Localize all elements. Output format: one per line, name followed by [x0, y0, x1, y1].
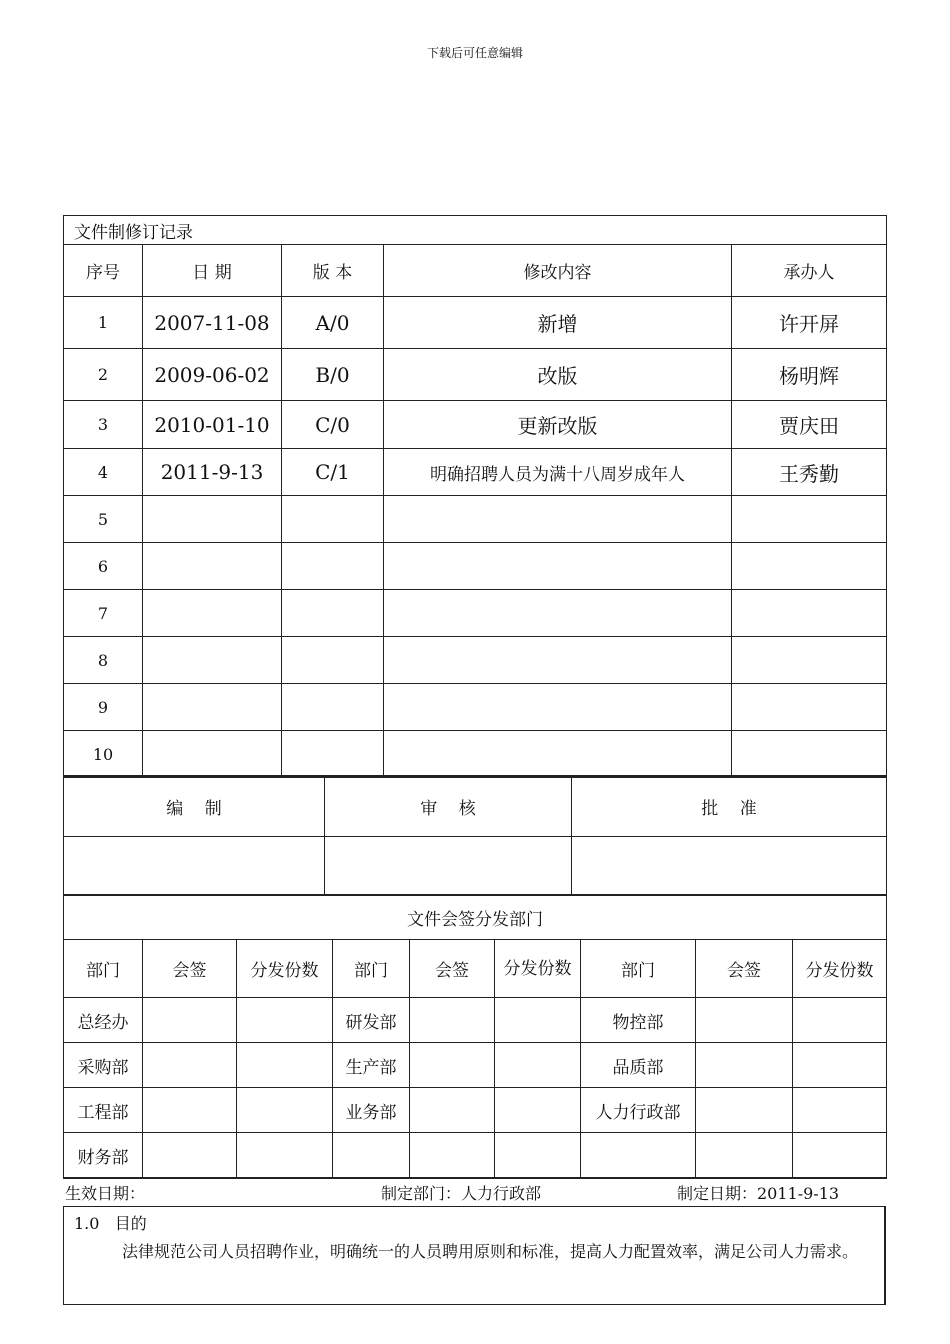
effective-date: 生效日期：	[65, 1184, 146, 1203]
table-row	[64, 543, 887, 590]
approve-sign-cell	[572, 836, 887, 894]
dept-name: 研发部	[333, 998, 410, 1043]
row-seq: 6	[64, 543, 143, 590]
row-seq: 2	[64, 349, 143, 401]
purpose-section	[63, 1206, 886, 1305]
row-date	[143, 543, 282, 590]
row-seq: 8	[64, 637, 143, 684]
row-person	[732, 496, 887, 543]
dept-name: 业务部	[333, 1088, 410, 1133]
row-person	[732, 590, 887, 637]
revision-caption: 文件制修订记录	[64, 216, 887, 245]
col-date: 日 期	[143, 245, 282, 297]
col-dept: 部门	[64, 940, 143, 998]
row-date	[143, 496, 282, 543]
row-version: B/0	[282, 349, 384, 401]
row-person	[732, 543, 887, 590]
row-person	[732, 637, 887, 684]
dept-name: 采购部	[64, 1043, 143, 1088]
signoff-table	[63, 775, 887, 895]
table-row	[64, 349, 887, 401]
row-version: C/0	[282, 401, 384, 449]
row-person: 许开屏	[732, 297, 887, 349]
table-row	[64, 684, 887, 731]
row-version: A/0	[282, 297, 384, 349]
col-copies: 分发份数	[793, 940, 887, 998]
row-content: 改版	[384, 349, 732, 401]
row-version	[282, 496, 384, 543]
row-date: 2009-06-02	[143, 349, 282, 401]
col-version: 版 本	[282, 245, 384, 297]
compile-sign-cell	[64, 836, 325, 894]
dept-name: 生产部	[333, 1043, 410, 1088]
review-sign-cell	[325, 836, 572, 894]
col-sign: 会签	[696, 940, 793, 998]
table-row	[64, 1088, 887, 1133]
row-person: 贾庆田	[732, 401, 887, 449]
compile-label: 编 制	[64, 776, 325, 836]
table-row	[64, 590, 887, 637]
row-person: 杨明辉	[732, 349, 887, 401]
row-version	[282, 590, 384, 637]
review-label: 审 核	[325, 776, 572, 836]
dept-name	[333, 1133, 410, 1179]
row-seq: 3	[64, 401, 143, 449]
dept-name: 总经办	[64, 998, 143, 1043]
header-note: 下载后可任意编辑	[426, 46, 523, 60]
row-seq: 9	[64, 684, 143, 731]
col-sign: 会签	[410, 940, 495, 998]
dept-name: 人力行政部	[581, 1088, 696, 1133]
table-row	[64, 1133, 887, 1179]
purpose-heading: 1.0 目的	[74, 1214, 147, 1233]
col-dept: 部门	[581, 940, 696, 998]
table-row	[64, 297, 887, 349]
row-date	[143, 637, 282, 684]
row-content	[384, 543, 732, 590]
col-copies: 分发份数	[237, 940, 333, 998]
row-date	[143, 684, 282, 731]
row-seq: 7	[64, 590, 143, 637]
row-content	[384, 637, 732, 684]
row-content	[384, 496, 732, 543]
approve-label: 批 准	[572, 776, 887, 836]
row-seq: 10	[64, 731, 143, 778]
row-version	[282, 731, 384, 778]
dept-name	[581, 1133, 696, 1179]
row-seq: 4	[64, 449, 143, 496]
row-seq: 5	[64, 496, 143, 543]
col-content: 修改内容	[384, 245, 732, 297]
dept-name: 工程部	[64, 1088, 143, 1133]
row-content: 明确招聘人员为满十八周岁成年人	[384, 449, 732, 496]
revision-table	[63, 215, 887, 778]
table-row	[64, 637, 887, 684]
row-date: 2010-01-10	[143, 401, 282, 449]
col-person: 承办人	[732, 245, 887, 297]
row-content	[384, 731, 732, 778]
distribution-title: 文件会签分发部门	[64, 895, 887, 940]
table-row	[64, 998, 887, 1043]
distribution-table	[63, 894, 887, 1179]
col-copies: 分发份数	[495, 940, 581, 998]
row-date: 2007-11-08	[143, 297, 282, 349]
col-seq: 序号	[64, 245, 143, 297]
purpose-text: 法律规范公司人员招聘作业，明确统一的人员聘用原则和标准，提高人力配置效率，满足公司人力需求。	[122, 1242, 859, 1261]
row-content	[384, 590, 732, 637]
row-content: 更新改版	[384, 401, 732, 449]
row-content	[384, 684, 732, 731]
issue-date: 制定日期：2011-9-13	[677, 1184, 840, 1203]
row-version	[282, 543, 384, 590]
row-content: 新增	[384, 297, 732, 349]
table-row	[64, 449, 887, 496]
col-dept: 部门	[333, 940, 410, 998]
row-seq: 1	[64, 297, 143, 349]
col-sign: 会签	[143, 940, 237, 998]
row-version	[282, 684, 384, 731]
row-date	[143, 731, 282, 778]
row-person: 王秀勤	[732, 449, 887, 496]
row-version: C/1	[282, 449, 384, 496]
table-row	[64, 401, 887, 449]
dept-name: 品质部	[581, 1043, 696, 1088]
table-row	[64, 731, 887, 778]
issuing-dept: 制定部门：人力行政部	[381, 1184, 542, 1203]
row-version	[282, 637, 384, 684]
row-date	[143, 590, 282, 637]
row-person	[732, 684, 887, 731]
row-date: 2011-9-13	[143, 449, 282, 496]
row-person	[732, 731, 887, 778]
table-row	[64, 496, 887, 543]
dept-name: 财务部	[64, 1133, 143, 1179]
dept-name: 物控部	[581, 998, 696, 1043]
table-row	[64, 1043, 887, 1088]
